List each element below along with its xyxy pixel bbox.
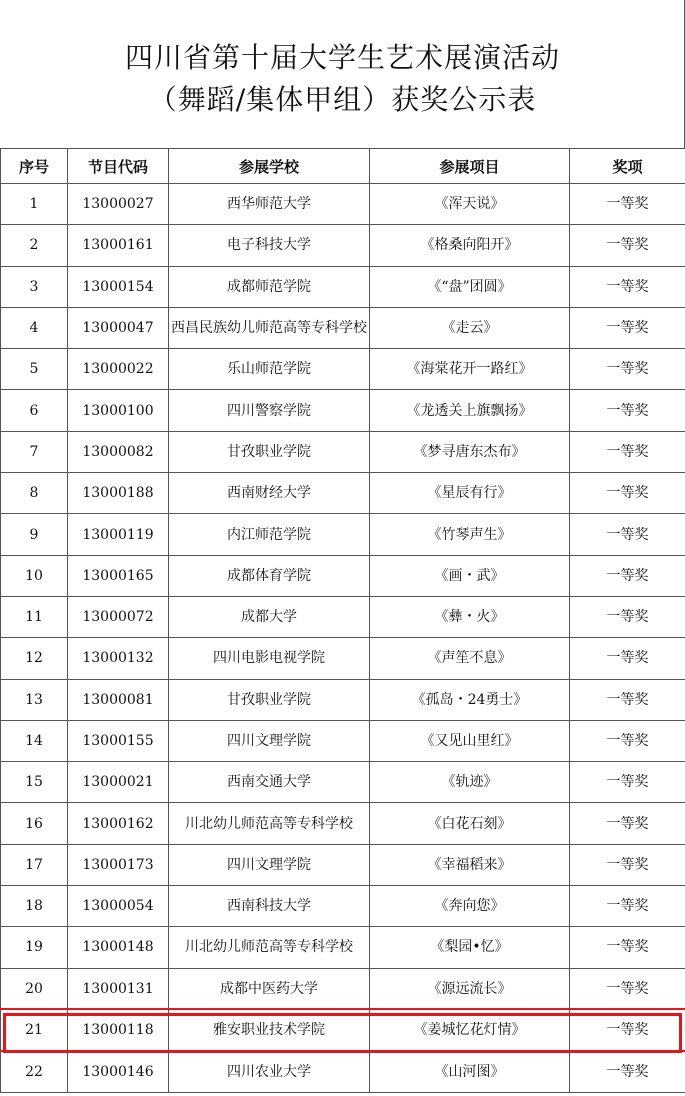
cell-award: 一等奖 (570, 390, 685, 431)
cell-no: 6 (1, 390, 68, 431)
cell-item: 《浑天说》 (370, 184, 570, 225)
cell-no: 19 (1, 927, 68, 968)
cell-school: 成都师范学院 (169, 266, 370, 307)
cell-school: 成都中医药大学 (169, 968, 370, 1009)
table-body (1, 184, 685, 1093)
cell-award: 一等奖 (570, 720, 685, 761)
cell-no: 16 (1, 803, 68, 844)
table-row (1, 803, 685, 844)
table-row (1, 431, 685, 472)
cell-award: 一等奖 (570, 927, 685, 968)
header-code: 节目代码 (68, 149, 169, 184)
cell-award: 一等奖 (570, 555, 685, 596)
cell-no: 7 (1, 431, 68, 472)
cell-school: 西昌民族幼儿师范高等专科学校 (169, 307, 370, 348)
cell-item: 《梦寻唐东杰布》 (370, 431, 570, 472)
cell-item: 《海棠花开一路红》 (370, 349, 570, 390)
cell-no: 21 (1, 1009, 68, 1050)
cell-item: 《轨迹》 (370, 762, 570, 803)
cell-no: 11 (1, 596, 68, 637)
cell-code: 13000148 (68, 927, 169, 968)
header-item: 参展项目 (370, 149, 570, 184)
table-row (1, 390, 685, 431)
table-row (1, 349, 685, 390)
cell-no: 3 (1, 266, 68, 307)
cell-code: 13000155 (68, 720, 169, 761)
header-award: 奖项 (570, 149, 685, 184)
table-row (1, 514, 685, 555)
cell-item: 《“盘”团圆》 (370, 266, 570, 307)
cell-no: 1 (1, 184, 68, 225)
cell-code: 13000118 (68, 1009, 169, 1050)
cell-code: 13000146 (68, 1051, 169, 1092)
cell-school: 四川文理学院 (169, 720, 370, 761)
table-row (1, 762, 685, 803)
cell-item: 《奔向您》 (370, 886, 570, 927)
cell-item: 《格桑向阳开》 (370, 225, 570, 266)
cell-school: 川北幼儿师范高等专科学校 (169, 927, 370, 968)
header-school: 参展学校 (169, 149, 370, 184)
cell-item: 《画・武》 (370, 555, 570, 596)
cell-no: 18 (1, 886, 68, 927)
cell-code: 13000154 (68, 266, 169, 307)
cell-no: 12 (1, 638, 68, 679)
cell-school: 西南科技大学 (169, 886, 370, 927)
cell-code: 13000072 (68, 596, 169, 637)
cell-code: 13000173 (68, 844, 169, 885)
cell-award: 一等奖 (570, 844, 685, 885)
cell-code: 13000082 (68, 431, 169, 472)
table-row (1, 266, 685, 307)
cell-code: 13000165 (68, 555, 169, 596)
cell-award: 一等奖 (570, 1051, 685, 1092)
cell-award: 一等奖 (570, 473, 685, 514)
cell-award: 一等奖 (570, 596, 685, 637)
table-row (1, 555, 685, 596)
cell-school: 雅安职业技术学院 (169, 1009, 370, 1050)
cell-item: 《白花石刻》 (370, 803, 570, 844)
cell-school: 四川警察学院 (169, 390, 370, 431)
cell-school: 四川电影电视学院 (169, 638, 370, 679)
cell-no: 10 (1, 555, 68, 596)
cell-school: 成都大学 (169, 596, 370, 637)
cell-item: 《竹琴声生》 (370, 514, 570, 555)
cell-school: 内江师范学院 (169, 514, 370, 555)
cell-item: 《山河图》 (370, 1051, 570, 1092)
cell-item: 《又见山里红》 (370, 720, 570, 761)
cell-school: 川北幼儿师范高等专科学校 (169, 803, 370, 844)
award-table (0, 148, 685, 1093)
cell-item: 《孤岛・24勇士》 (370, 679, 570, 720)
cell-code: 13000081 (68, 679, 169, 720)
cell-item: 《声笙不息》 (370, 638, 570, 679)
cell-school: 西南交通大学 (169, 762, 370, 803)
cell-award: 一等奖 (570, 762, 685, 803)
cell-no: 14 (1, 720, 68, 761)
cell-no: 2 (1, 225, 68, 266)
cell-school: 乐山师范学院 (169, 349, 370, 390)
table-row (1, 307, 685, 348)
cell-item: 《彝・火》 (370, 596, 570, 637)
cell-award: 一等奖 (570, 1009, 685, 1050)
cell-award: 一等奖 (570, 184, 685, 225)
cell-no: 17 (1, 844, 68, 885)
table-row (1, 844, 685, 885)
cell-school: 电子科技大学 (169, 225, 370, 266)
cell-item: 《星辰有行》 (370, 473, 570, 514)
cell-item: 《源远流长》 (370, 968, 570, 1009)
cell-no: 22 (1, 1051, 68, 1092)
cell-award: 一等奖 (570, 349, 685, 390)
table-row (1, 968, 685, 1009)
cell-code: 13000027 (68, 184, 169, 225)
cell-no: 5 (1, 349, 68, 390)
cell-no: 8 (1, 473, 68, 514)
cell-school: 西南财经大学 (169, 473, 370, 514)
table-row (1, 886, 685, 927)
cell-school: 西华师范大学 (169, 184, 370, 225)
cell-no: 9 (1, 514, 68, 555)
cell-award: 一等奖 (570, 431, 685, 472)
cell-award: 一等奖 (570, 307, 685, 348)
cell-code: 13000162 (68, 803, 169, 844)
cell-no: 4 (1, 307, 68, 348)
cell-award: 一等奖 (570, 266, 685, 307)
cell-school: 甘孜职业学院 (169, 431, 370, 472)
table-row (1, 927, 685, 968)
cell-item: 《走云》 (370, 307, 570, 348)
cell-school: 四川农业大学 (169, 1051, 370, 1092)
page-subtitle: （舞蹈/集体甲组）获奖公示表 (148, 83, 537, 116)
header-no: 序号 (1, 149, 68, 184)
cell-no: 15 (1, 762, 68, 803)
cell-award: 一等奖 (570, 514, 685, 555)
cell-code: 13000054 (68, 886, 169, 927)
cell-item: 《姜城忆花灯情》 (370, 1009, 570, 1050)
table-row (1, 225, 685, 266)
cell-award: 一等奖 (570, 803, 685, 844)
cell-school: 四川文理学院 (169, 844, 370, 885)
table-row (1, 1051, 685, 1092)
table-row (1, 638, 685, 679)
table-row (1, 596, 685, 637)
cell-code: 13000022 (68, 349, 169, 390)
title-block (0, 0, 685, 148)
page-title: 四川省第十届大学生艺术展演活动 (124, 41, 560, 74)
table-header-row (1, 149, 685, 184)
cell-code: 13000100 (68, 390, 169, 431)
cell-no: 20 (1, 968, 68, 1009)
cell-item: 《梨园•忆》 (370, 927, 570, 968)
table-row (1, 473, 685, 514)
cell-code: 13000119 (68, 514, 169, 555)
cell-award: 一等奖 (570, 886, 685, 927)
cell-school: 成都体育学院 (169, 555, 370, 596)
cell-code: 13000021 (68, 762, 169, 803)
cell-no: 13 (1, 679, 68, 720)
cell-code: 13000132 (68, 638, 169, 679)
table-row (1, 184, 685, 225)
cell-item: 《幸福稻来》 (370, 844, 570, 885)
cell-award: 一等奖 (570, 679, 685, 720)
cell-code: 13000188 (68, 473, 169, 514)
cell-award: 一等奖 (570, 968, 685, 1009)
cell-school: 甘孜职业学院 (169, 679, 370, 720)
cell-code: 13000161 (68, 225, 169, 266)
cell-award: 一等奖 (570, 225, 685, 266)
table-row (1, 1009, 685, 1050)
table-row (1, 720, 685, 761)
table-row (1, 679, 685, 720)
cell-award: 一等奖 (570, 638, 685, 679)
cell-code: 13000131 (68, 968, 169, 1009)
cell-code: 13000047 (68, 307, 169, 348)
cell-item: 《龙透关上旗飘扬》 (370, 390, 570, 431)
